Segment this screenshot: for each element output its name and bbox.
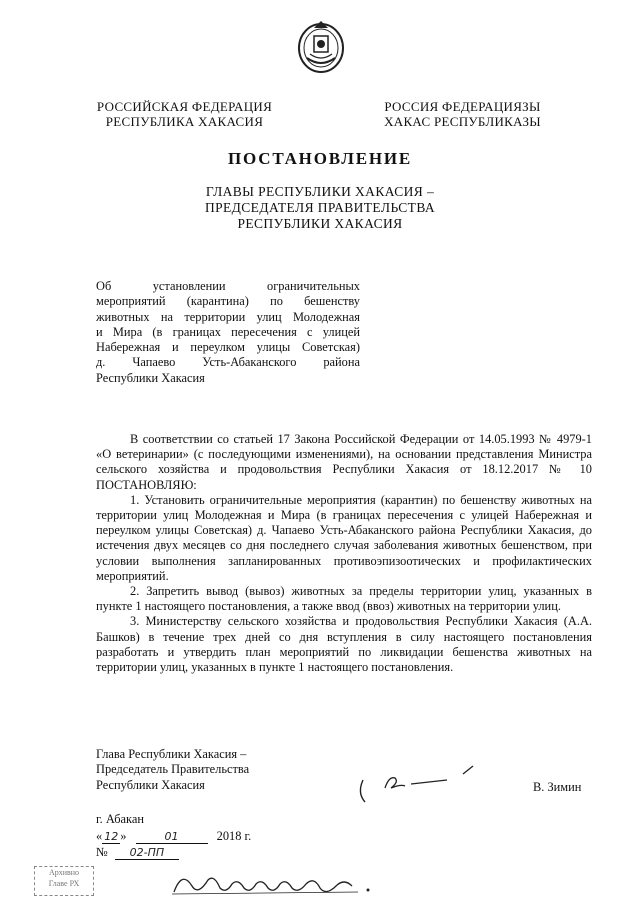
subject-line: д. Чапаево Усть-Абаканского района — [96, 355, 360, 370]
subject-line: Набережная и переулком улицы Советская) — [96, 340, 360, 355]
body-item-1: 1. Установить ограничительные мероприятия (карантин) по бешенству животных на территории улиц Молодежная и Мира (в границах пересечения с улицей Набережная и переулком улицы Советская) д. Чапаево Усть-Абаканского района Республики Хакасия, до истечения двух месяцев со дня последнего случая заболевания животных бешенством, при условии выполнения запланированных противоэпизоотических и профилактических мероприятий. — [96, 492, 592, 583]
date-year: 2018 г. — [216, 829, 252, 843]
header-left-line1: РОССИЙСКАЯ ФЕДЕРАЦИЯ — [96, 99, 273, 114]
header-russian — [92, 99, 277, 129]
header-right-line1: РОССИЯ ФЕДЕРАЦИЯЗЫ — [384, 99, 541, 114]
subject-line: Об установлении ограничительных — [96, 279, 360, 293]
document-subtitle — [150, 184, 490, 232]
body-item-2: 2. Запретить вывод (вывоз) животных за пределы территории улиц, указанных в пункте 1 настоящего постановления, а также ввод (ввоз) животных на территории улиц. — [96, 584, 592, 614]
header-khakas — [370, 99, 555, 129]
number-value: 02-ПП — [115, 847, 179, 860]
document-number — [96, 845, 179, 860]
signatory-title — [96, 747, 306, 793]
subtitle-line2: ПРЕДСЕДАТЕЛЯ ПРАВИТЕЛЬСТВА — [204, 200, 436, 215]
subject-line: и Мира (в границах пересечения с улицей — [96, 324, 360, 339]
issue-date — [96, 829, 251, 844]
document-title: ПОСТАНОВЛЕНИЕ — [227, 149, 413, 168]
signatory-line1: Глава Республики Хакасия – — [96, 747, 247, 761]
handwritten-autograph — [168, 866, 388, 900]
date-month: 01 — [136, 831, 208, 844]
subtitle-line3: РЕСПУБЛИКИ ХАКАСИЯ — [237, 216, 403, 231]
stamp-line1: Архивно — [48, 868, 80, 877]
date-day: 12 — [104, 830, 119, 843]
handwritten-signature — [355, 758, 485, 808]
date-close-quote: » — [120, 829, 127, 843]
stamp-line2: Главе РХ — [48, 879, 80, 888]
subject-line: мероприятий (карантина) по бешенству — [96, 294, 360, 309]
coat-of-arms-icon — [296, 18, 346, 74]
header-left-line2: РЕСПУБЛИКА ХАКАСИЯ — [105, 114, 264, 129]
subtitle-line1: ГЛАВЫ РЕСПУБЛИКИ ХАКАСИЯ – — [205, 184, 435, 199]
number-prefix: № — [96, 845, 108, 859]
signer-name: В. Зимин — [533, 780, 582, 794]
signatory-line2: Председатель Правительства — [96, 762, 250, 777]
document-subject — [96, 279, 360, 386]
body-preamble: В соответствии со статьей 17 Закона Российской Федерации от 14.05.1993 № 4979-1 «О ветеринарии» (с последующими изменениями), на основании представления Министра сельского хозяйства и продовольствия Республики Хакасия от 18.12.2017 № 10 ПОСТАНОВЛЯЮ: — [96, 432, 592, 492]
subject-line: Республики Хакасия — [96, 370, 205, 385]
archive-stamp — [34, 866, 94, 896]
date-open-quote: « — [96, 829, 103, 843]
subject-line: животных на территории улиц Молодежная — [96, 309, 360, 324]
place-of-issue: г. Абакан — [96, 812, 144, 826]
body-item-3: 3. Министерству сельского хозяйства и продовольствия Республики Хакасия (А.А. Башков) в течение трех дней со дня вступления в силу настоящего постановления разработать и утвердить план мероприятий по ликвидации бешенства животных на территории улиц, указанных в пункте 1 настоящего постановления. — [96, 614, 592, 675]
header-right-line2: ХАКАС РЕСПУБЛИКАЗЫ — [384, 114, 541, 129]
document-body — [96, 432, 592, 675]
signatory-line3: Республики Хакасия — [96, 777, 205, 792]
